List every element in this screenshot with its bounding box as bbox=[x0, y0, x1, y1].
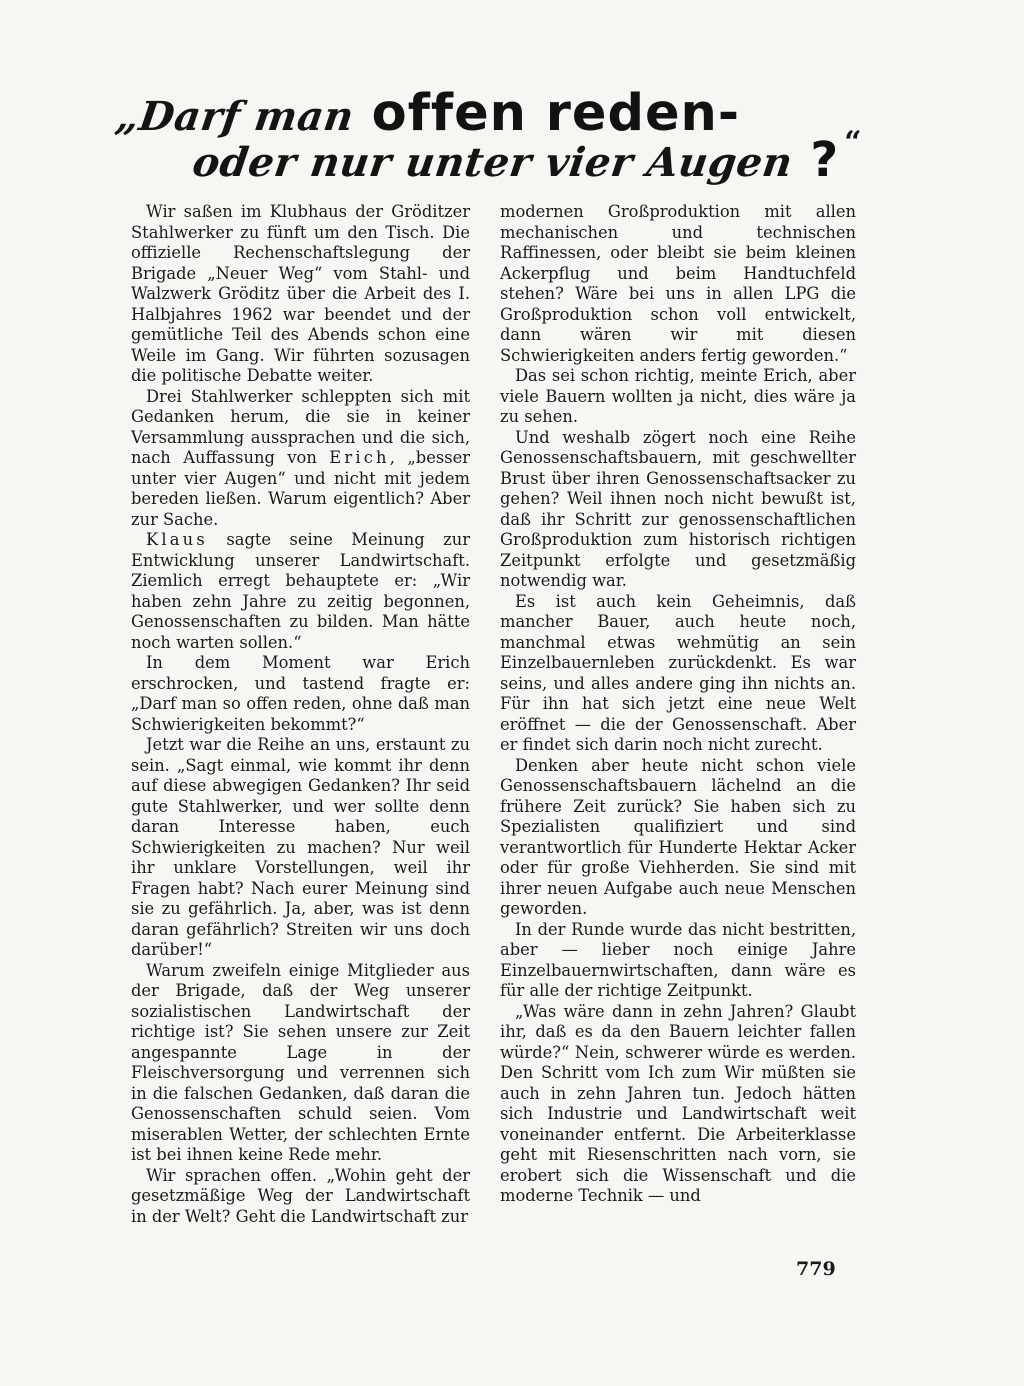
paragraph: In dem Moment war Erich erschrocken, und tastend fragte er: „Darf man so offen reden, ohne daß man Schwierigkeiten bekommt?“ bbox=[131, 653, 470, 734]
headline bbox=[0, 84, 1024, 194]
right-column bbox=[500, 202, 856, 1207]
paragraph: Wir sprachen offen. „Wohin geht der gesetzmäßige Weg der Landwirtschaft in der Welt? Geht die Landwirtschaft zur bbox=[131, 1165, 470, 1226]
paragraph: Und weshalb zögert noch eine Reihe Genossenschaftsbauern, mit geschwellter Brust über ihren Genossenschaftsacker zu gehen? Weil ihnen noch nicht bewußt ist, daß ihr Schritt zur genossenschaftlichen Großproduktion zum historisch richtigen Zeitpunkt erfolgte und gesetzmäßig notwendig war. bbox=[500, 427, 856, 590]
headline-line-2 bbox=[189, 125, 873, 188]
spaced-name-erich: Erich bbox=[329, 448, 390, 467]
paragraph: Es ist auch kein Geheimnis, daß mancher Bauer, auch heute noch, manchmal etwas wehmütig an sein Einzelbauernleben zurückdenkt. Es war seins, und alles andere ging ihn nichts an. Für ihn hat sich jetzt eine neue Welt eröffnet — die der Genossenschaft. Aber er findet sich darin noch nicht zurecht. bbox=[500, 591, 856, 754]
headline-script-part-2: oder nur unter vier Augen bbox=[189, 139, 796, 186]
spaced-name-klaus: Klaus bbox=[146, 530, 208, 549]
left-column bbox=[131, 202, 470, 1227]
paragraph: Klaus sagte seine Meinung zur Entwicklung unserer Landwirtschaft. Ziemlich erregt behauptete er: „Wir haben zehn Jahre zu zeitig begonnen, Genossenschaften zu bilden. Man hätte noch warten sollen.“ bbox=[131, 530, 470, 652]
headline-bold-part: offen reden- bbox=[371, 84, 741, 143]
paragraph: In der Runde wurde das nicht bestritten, aber — lieber noch einige Jahre Einzelbauernwirtschaften, dann wäre es für alle der richtige Zeitpunkt. bbox=[500, 919, 856, 1000]
headline-script-part-1: „Darf man bbox=[112, 93, 357, 140]
paragraph: Wir saßen im Klubhaus der Gröditzer Stahlwerker zu fünft um den Tisch. Die offizielle Rechenschaftslegung der Brigade „Neuer Weg“ vom Stahl- und Walzwerk Gröditz über die Arbeit des I. Halbjahres 1962 war beendet und der gemütliche Teil des Abends schon eine Weile im Gang. Wir führten sozusagen die politische Debatte weiter. bbox=[131, 202, 470, 385]
paragraph: Warum zweifeln einige Mitglieder aus der Brigade, daß der Weg unserer sozialistischen Landwirtschaft der richtige ist? Sie sehen unsere zur Zeit angespannte Lage in der Fleischversorgung und verrennen sich in die falschen Gedanken, daß daran die Genossenschaften schuld seien. Vom miserablen Wetter, der schlechten Ernte ist bei ihnen keine Rede mehr. bbox=[131, 960, 470, 1164]
paragraph: „Was wäre dann in zehn Jahren? Glaubt ihr, daß es da den Bauern leichter fallen würde?“ Nein, schwerer würde es werden. Den Schritt vom Ich zum Wir müßten sie auch in zehn Jahren tun. Jedoch hätten sich Industrie und Landwirtschaft weit voneinander entfernt. Die Arbeiterklasse geht mit Riesenschritten nach vorn, sie erobert sich die Wissenschaft und die moderne Technik — und bbox=[500, 1001, 856, 1205]
paragraph: Denken aber heute nicht schon viele Genossenschaftsbauern lächelnd an die frühere Zeit zurück? Sie haben sich zu Spezialisten qualifiziert und sind verantwortlich für Hunderte Hektar Acker oder für große Viehherden. Sie sind mit ihrer neuen Aufgabe auch neue Menschen geworden. bbox=[500, 755, 856, 918]
paragraph: Das sei schon richtig, meinte Erich, aber viele Bauern wollten ja nicht, dies wäre ja zu sehen. bbox=[500, 366, 856, 426]
paragraph: Drei Stahlwerker schleppten sich mit Gedanken herum, die sie in keiner Versammlung aussprachen und die sich, nach Auffassung von Erich, „besser unter vier Augen“ und nicht mit jedem bereden ließen. Warum eigentlich? Aber zur Sache. bbox=[131, 386, 470, 529]
page-number: 779 bbox=[796, 1258, 836, 1280]
headline-question-mark: ? bbox=[810, 132, 839, 188]
headline-close-quote: “ bbox=[844, 125, 862, 160]
paragraph: Jetzt war die Reihe an uns, erstaunt zu sein. „Sagt einmal, wie kommt ihr denn auf diese abwegigen Gedanken? Ihr seid gute Stahlwerker, und wer sollte denn daran Interesse haben, euch Schwierigkeiten zu machen? Nur weil ihr unklare Vorstellungen, weil ihr Fragen habt? Nach eurer Meinung sind sie zu gefährlich. Ja, aber, was ist denn daran gefährlich? Streiten wir uns doch darüber!“ bbox=[131, 735, 470, 959]
paragraph-continued: modernen Großproduktion mit allen mechanischen und technischen Raffinessen, oder bleibt sie beim kleinen Ackerpflug und beim Handtuchfeld stehen? Wäre bei uns in allen LPG die Großproduktion schon voll entwickelt, dann wären wir mit diesen Schwierigkeiten anders fertig geworden.“ bbox=[500, 202, 856, 365]
